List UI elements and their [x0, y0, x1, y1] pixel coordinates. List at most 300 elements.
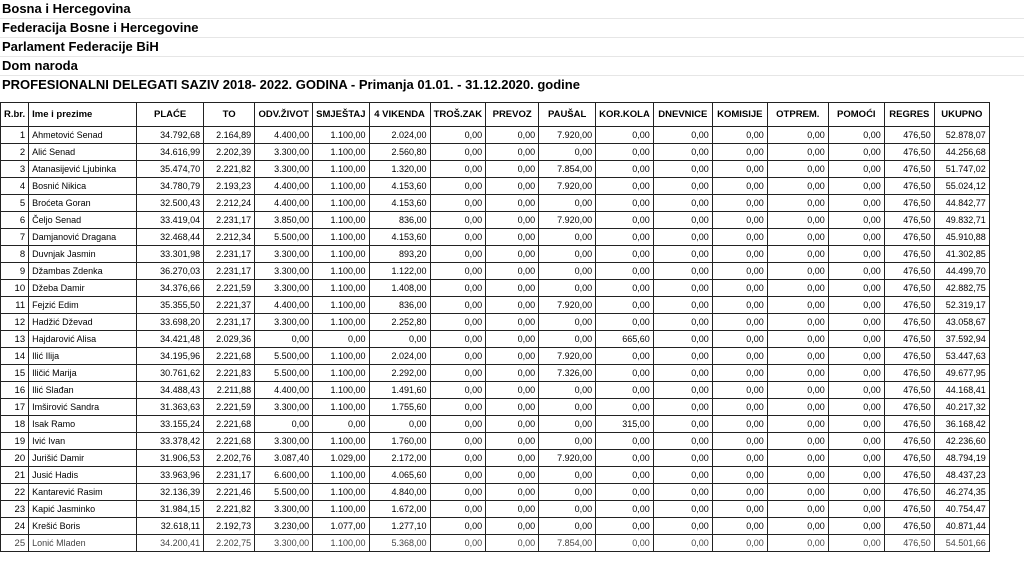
value-cell: 0,00	[653, 501, 712, 518]
table-row	[1, 365, 990, 382]
value-cell: 0,00	[828, 144, 884, 161]
value-cell: 2.221,37	[204, 297, 255, 314]
value-cell: 0,00	[712, 212, 767, 229]
value-cell: 0,00	[712, 280, 767, 297]
column-header: POMOĆI	[828, 103, 884, 127]
value-cell: 0,00	[430, 212, 486, 229]
value-cell: 0,00	[539, 484, 596, 501]
value-cell: 0,00	[596, 314, 654, 331]
value-cell: 49.832,71	[934, 212, 989, 229]
value-cell: 3.300,00	[255, 501, 313, 518]
value-cell: 0,00	[596, 263, 654, 280]
value-cell: 7.920,00	[539, 297, 596, 314]
value-cell: 54.501,66	[934, 535, 989, 552]
value-cell: 2.231,17	[204, 246, 255, 263]
table-row	[1, 144, 990, 161]
value-cell: 1.100,00	[313, 127, 369, 144]
column-header: REGRES	[884, 103, 934, 127]
value-cell: 0,00	[486, 314, 539, 331]
value-cell: 0,00	[712, 144, 767, 161]
value-cell: 0,00	[828, 263, 884, 280]
value-cell: 0,00	[653, 365, 712, 382]
value-cell: 1.100,00	[313, 246, 369, 263]
value-cell: 34.616,99	[137, 144, 204, 161]
value-cell: 476,50	[884, 501, 934, 518]
name-cell: Broćeta Goran	[29, 195, 137, 212]
value-cell: 2.164,89	[204, 127, 255, 144]
value-cell: 52.319,17	[934, 297, 989, 314]
table-row	[1, 212, 990, 229]
value-cell: 476,50	[884, 127, 934, 144]
value-cell: 0,00	[486, 382, 539, 399]
value-cell: 0,00	[486, 331, 539, 348]
value-cell: 4.153,60	[369, 178, 430, 195]
value-cell: 0,00	[653, 450, 712, 467]
value-cell: 2.231,17	[204, 314, 255, 331]
value-cell: 0,00	[486, 467, 539, 484]
value-cell: 4.400,00	[255, 127, 313, 144]
value-cell: 0,00	[486, 212, 539, 229]
value-cell: 0,00	[653, 382, 712, 399]
value-cell: 4.400,00	[255, 195, 313, 212]
value-cell: 0,00	[486, 195, 539, 212]
value-cell: 0,00	[596, 467, 654, 484]
value-cell: 0,00	[653, 399, 712, 416]
name-cell: Ahmetović Senad	[29, 127, 137, 144]
value-cell: 0,00	[430, 348, 486, 365]
value-cell: 0,00	[486, 246, 539, 263]
value-cell: 2.231,17	[204, 467, 255, 484]
value-cell: 2.252,80	[369, 314, 430, 331]
value-cell: 0,00	[828, 280, 884, 297]
value-cell: 0,00	[712, 127, 767, 144]
value-cell: 1.100,00	[313, 365, 369, 382]
column-header: Ime i prezime	[29, 103, 137, 127]
value-cell: 0,00	[767, 331, 828, 348]
value-cell: 5.368,00	[369, 535, 430, 552]
salary-table	[0, 102, 990, 552]
value-cell: 0,00	[712, 399, 767, 416]
value-cell: 0,00	[486, 535, 539, 552]
value-cell: 476,50	[884, 399, 934, 416]
table-row	[1, 467, 990, 484]
value-cell: 7.920,00	[539, 450, 596, 467]
value-cell: 7.920,00	[539, 212, 596, 229]
value-cell: 0,00	[767, 246, 828, 263]
value-cell: 0,00	[596, 501, 654, 518]
value-cell: 0,00	[712, 433, 767, 450]
value-cell: 7.854,00	[539, 161, 596, 178]
value-cell: 2.024,00	[369, 127, 430, 144]
row-number-cell: 16	[1, 382, 29, 399]
value-cell: 476,50	[884, 161, 934, 178]
value-cell: 0,00	[767, 297, 828, 314]
name-cell: Isak Ramo	[29, 416, 137, 433]
value-cell: 1.100,00	[313, 229, 369, 246]
row-number-cell: 9	[1, 263, 29, 280]
value-cell: 0,00	[712, 467, 767, 484]
value-cell: 2.193,23	[204, 178, 255, 195]
value-cell: 0,00	[653, 212, 712, 229]
value-cell: 6.600,00	[255, 467, 313, 484]
value-cell: 0,00	[596, 229, 654, 246]
value-cell: 0,00	[596, 297, 654, 314]
row-number-cell: 17	[1, 399, 29, 416]
value-cell: 1.100,00	[313, 399, 369, 416]
value-cell: 3.300,00	[255, 246, 313, 263]
table-row	[1, 178, 990, 195]
value-cell: 1.760,00	[369, 433, 430, 450]
value-cell: 2.231,17	[204, 263, 255, 280]
value-cell: 476,50	[884, 229, 934, 246]
value-cell: 46.274,35	[934, 484, 989, 501]
value-cell: 3.230,00	[255, 518, 313, 535]
value-cell: 0,00	[767, 178, 828, 195]
name-cell: Bosnić Nikica	[29, 178, 137, 195]
column-header: TROŠ.ZAK	[430, 103, 486, 127]
value-cell: 476,50	[884, 416, 934, 433]
table-row	[1, 450, 990, 467]
value-cell: 0,00	[828, 178, 884, 195]
value-cell: 1.320,00	[369, 161, 430, 178]
value-cell: 0,00	[430, 195, 486, 212]
value-cell: 32.136,39	[137, 484, 204, 501]
name-cell: Čeljo Senad	[29, 212, 137, 229]
value-cell: 0,00	[828, 348, 884, 365]
value-cell: 45.910,88	[934, 229, 989, 246]
value-cell: 0,00	[539, 399, 596, 416]
value-cell: 48.794,19	[934, 450, 989, 467]
value-cell: 476,50	[884, 450, 934, 467]
value-cell: 0,00	[430, 484, 486, 501]
value-cell: 0,00	[596, 348, 654, 365]
name-cell: Jusić Hadis	[29, 467, 137, 484]
value-cell: 41.302,85	[934, 246, 989, 263]
value-cell: 0,00	[486, 229, 539, 246]
value-cell: 0,00	[653, 484, 712, 501]
value-cell: 34.376,66	[137, 280, 204, 297]
value-cell: 0,00	[767, 416, 828, 433]
value-cell: 1.100,00	[313, 161, 369, 178]
value-cell: 0,00	[486, 450, 539, 467]
value-cell: 0,00	[767, 229, 828, 246]
value-cell: 44.256,68	[934, 144, 989, 161]
value-cell: 0,00	[430, 467, 486, 484]
value-cell: 0,00	[539, 467, 596, 484]
column-header: OTPREM.	[767, 103, 828, 127]
value-cell: 0,00	[430, 416, 486, 433]
row-number-cell: 2	[1, 144, 29, 161]
value-cell: 1.100,00	[313, 178, 369, 195]
value-cell: 0,00	[596, 178, 654, 195]
value-cell: 7.326,00	[539, 365, 596, 382]
value-cell: 35.474,70	[137, 161, 204, 178]
value-cell: 0,00	[828, 195, 884, 212]
header-line-country: Bosna i Hercegovina	[0, 0, 1024, 19]
value-cell: 0,00	[653, 127, 712, 144]
value-cell: 0,00	[255, 331, 313, 348]
row-number-cell: 6	[1, 212, 29, 229]
value-cell: 0,00	[430, 178, 486, 195]
value-cell: 1.100,00	[313, 212, 369, 229]
value-cell: 0,00	[539, 314, 596, 331]
value-cell: 476,50	[884, 348, 934, 365]
table-row	[1, 535, 990, 552]
value-cell: 1.100,00	[313, 297, 369, 314]
table-row	[1, 229, 990, 246]
table-row	[1, 127, 990, 144]
value-cell: 3.300,00	[255, 535, 313, 552]
table-row	[1, 484, 990, 501]
value-cell: 2.221,83	[204, 365, 255, 382]
value-cell: 0,00	[596, 280, 654, 297]
value-cell: 1.277,10	[369, 518, 430, 535]
value-cell: 3.300,00	[255, 263, 313, 280]
value-cell: 0,00	[828, 297, 884, 314]
value-cell: 0,00	[653, 178, 712, 195]
value-cell: 0,00	[767, 348, 828, 365]
value-cell: 0,00	[712, 365, 767, 382]
row-number-cell: 14	[1, 348, 29, 365]
value-cell: 0,00	[712, 195, 767, 212]
value-cell: 0,00	[828, 161, 884, 178]
value-cell: 0,00	[712, 535, 767, 552]
value-cell: 0,00	[486, 178, 539, 195]
value-cell: 0,00	[828, 518, 884, 535]
row-number-cell: 24	[1, 518, 29, 535]
value-cell: 34.488,43	[137, 382, 204, 399]
name-cell: Ilić Ilija	[29, 348, 137, 365]
value-cell: 315,00	[596, 416, 654, 433]
value-cell: 0,00	[767, 263, 828, 280]
name-cell: Ivić Ivan	[29, 433, 137, 450]
value-cell: 1.491,60	[369, 382, 430, 399]
value-cell: 2.221,59	[204, 399, 255, 416]
value-cell: 33.963,96	[137, 467, 204, 484]
name-cell: Alić Senad	[29, 144, 137, 161]
row-number-cell: 7	[1, 229, 29, 246]
value-cell: 0,00	[596, 144, 654, 161]
value-cell: 0,00	[767, 433, 828, 450]
table-row	[1, 518, 990, 535]
value-cell: 32.500,43	[137, 195, 204, 212]
value-cell: 1.100,00	[313, 484, 369, 501]
value-cell: 836,00	[369, 212, 430, 229]
name-cell: Damjanović Dragana	[29, 229, 137, 246]
column-header: UKUPNO	[934, 103, 989, 127]
value-cell: 2.221,82	[204, 161, 255, 178]
name-cell: Džambas Zdenka	[29, 263, 137, 280]
value-cell: 476,50	[884, 365, 934, 382]
value-cell: 0,00	[767, 314, 828, 331]
value-cell: 476,50	[884, 263, 934, 280]
value-cell: 7.920,00	[539, 348, 596, 365]
value-cell: 48.437,23	[934, 467, 989, 484]
value-cell: 0,00	[313, 416, 369, 433]
value-cell: 0,00	[596, 195, 654, 212]
value-cell: 0,00	[539, 501, 596, 518]
value-cell: 0,00	[486, 144, 539, 161]
value-cell: 2.221,68	[204, 416, 255, 433]
value-cell: 0,00	[828, 314, 884, 331]
value-cell: 0,00	[539, 280, 596, 297]
value-cell: 0,00	[539, 229, 596, 246]
value-cell: 836,00	[369, 297, 430, 314]
value-cell: 0,00	[539, 246, 596, 263]
value-cell: 0,00	[486, 263, 539, 280]
table-row	[1, 314, 990, 331]
row-number-cell: 11	[1, 297, 29, 314]
value-cell: 32.618,11	[137, 518, 204, 535]
value-cell: 0,00	[828, 127, 884, 144]
value-cell: 0,00	[369, 416, 430, 433]
column-header: DNEVNICE	[653, 103, 712, 127]
value-cell: 0,00	[767, 501, 828, 518]
value-cell: 33.378,42	[137, 433, 204, 450]
value-cell: 34.421,48	[137, 331, 204, 348]
row-number-cell: 1	[1, 127, 29, 144]
value-cell: 44.842,77	[934, 195, 989, 212]
table-row	[1, 161, 990, 178]
value-cell: 3.087,40	[255, 450, 313, 467]
value-cell: 2.221,46	[204, 484, 255, 501]
value-cell: 0,00	[539, 518, 596, 535]
value-cell: 0,00	[430, 399, 486, 416]
value-cell: 0,00	[486, 365, 539, 382]
value-cell: 0,00	[430, 229, 486, 246]
value-cell: 0,00	[653, 161, 712, 178]
value-cell: 0,00	[539, 416, 596, 433]
value-cell: 33.419,04	[137, 212, 204, 229]
header-line-parliament: Parlament Federacije BiH	[0, 38, 1024, 57]
name-cell: Atanasijević Ljubinka	[29, 161, 137, 178]
value-cell: 33.301,98	[137, 246, 204, 263]
value-cell: 36.168,42	[934, 416, 989, 433]
value-cell: 1.100,00	[313, 280, 369, 297]
value-cell: 1.755,60	[369, 399, 430, 416]
name-cell: Kapić Jasminko	[29, 501, 137, 518]
report-header	[0, 0, 1024, 94]
column-header: KOMISIJE	[712, 103, 767, 127]
value-cell: 2.221,59	[204, 280, 255, 297]
value-cell: 0,00	[653, 467, 712, 484]
value-cell: 0,00	[539, 331, 596, 348]
value-cell: 0,00	[486, 161, 539, 178]
value-cell: 0,00	[767, 144, 828, 161]
table-row	[1, 433, 990, 450]
table-row	[1, 195, 990, 212]
value-cell: 55.024,12	[934, 178, 989, 195]
value-cell: 0,00	[430, 127, 486, 144]
value-cell: 3.300,00	[255, 144, 313, 161]
value-cell: 476,50	[884, 433, 934, 450]
value-cell: 7.854,00	[539, 535, 596, 552]
value-cell: 53.447,63	[934, 348, 989, 365]
value-cell: 0,00	[430, 280, 486, 297]
value-cell: 0,00	[313, 331, 369, 348]
value-cell: 476,50	[884, 467, 934, 484]
value-cell: 0,00	[486, 297, 539, 314]
value-cell: 0,00	[712, 246, 767, 263]
value-cell: 476,50	[884, 195, 934, 212]
value-cell: 0,00	[653, 433, 712, 450]
value-cell: 0,00	[712, 229, 767, 246]
table-row	[1, 501, 990, 518]
value-cell: 0,00	[430, 365, 486, 382]
value-cell: 0,00	[653, 416, 712, 433]
value-cell: 2.221,82	[204, 501, 255, 518]
table-row	[1, 246, 990, 263]
value-cell: 0,00	[767, 484, 828, 501]
value-cell: 4.153,60	[369, 195, 430, 212]
value-cell: 2.202,75	[204, 535, 255, 552]
name-cell: Džeba Damir	[29, 280, 137, 297]
value-cell: 665,60	[596, 331, 654, 348]
value-cell: 0,00	[828, 416, 884, 433]
row-number-cell: 15	[1, 365, 29, 382]
value-cell: 0,00	[767, 399, 828, 416]
value-cell: 32.468,44	[137, 229, 204, 246]
value-cell: 0,00	[430, 535, 486, 552]
value-cell: 893,20	[369, 246, 430, 263]
value-cell: 1.100,00	[313, 263, 369, 280]
value-cell: 0,00	[430, 297, 486, 314]
value-cell: 4.400,00	[255, 297, 313, 314]
value-cell: 2.231,17	[204, 212, 255, 229]
value-cell: 0,00	[828, 382, 884, 399]
column-header: KOR.KOLA	[596, 103, 654, 127]
value-cell: 4.065,60	[369, 467, 430, 484]
table-body	[1, 127, 990, 552]
value-cell: 31.984,15	[137, 501, 204, 518]
value-cell: 40.217,32	[934, 399, 989, 416]
value-cell: 3.300,00	[255, 280, 313, 297]
value-cell: 0,00	[828, 365, 884, 382]
value-cell: 2.212,24	[204, 195, 255, 212]
value-cell: 0,00	[486, 501, 539, 518]
value-cell: 476,50	[884, 484, 934, 501]
value-cell: 51.747,02	[934, 161, 989, 178]
value-cell: 476,50	[884, 382, 934, 399]
column-header: PREVOZ	[486, 103, 539, 127]
value-cell: 0,00	[828, 450, 884, 467]
value-cell: 0,00	[712, 501, 767, 518]
value-cell: 0,00	[486, 280, 539, 297]
value-cell: 0,00	[539, 263, 596, 280]
value-cell: 0,00	[539, 195, 596, 212]
value-cell: 0,00	[828, 229, 884, 246]
column-header: ODV.ŽIVOT	[255, 103, 313, 127]
value-cell: 0,00	[430, 144, 486, 161]
value-cell: 0,00	[767, 280, 828, 297]
value-cell: 40.754,47	[934, 501, 989, 518]
column-header: PAUŠAL	[539, 103, 596, 127]
column-header: TO	[204, 103, 255, 127]
value-cell: 0,00	[767, 127, 828, 144]
table-row	[1, 280, 990, 297]
value-cell: 0,00	[255, 416, 313, 433]
value-cell: 0,00	[828, 467, 884, 484]
value-cell: 1.100,00	[313, 382, 369, 399]
value-cell: 44.499,70	[934, 263, 989, 280]
report-title: PROFESIONALNI DELEGATI SAZIV 2018- 2022. GODINA - Primanja 01.01. - 31.12.2020. godine	[2, 77, 580, 92]
name-cell: Hajdarović Alisa	[29, 331, 137, 348]
value-cell: 0,00	[486, 484, 539, 501]
value-cell: 0,00	[828, 246, 884, 263]
name-cell: Lonić Mladen	[29, 535, 137, 552]
value-cell: 0,00	[712, 314, 767, 331]
value-cell: 0,00	[653, 331, 712, 348]
